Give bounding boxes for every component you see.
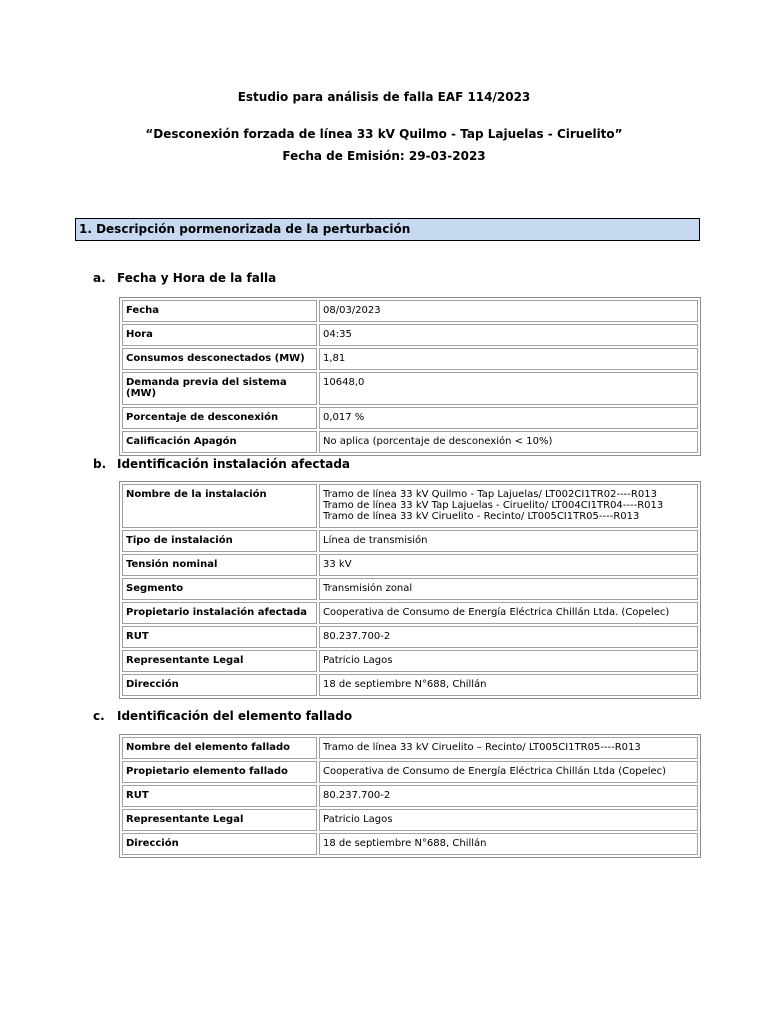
installation-line: Tramo de línea 33 kV Ciruelito - Recinto/ LT005CI1TR05----R013 — [323, 511, 640, 522]
table-row — [122, 761, 698, 783]
row-label: Propietario instalación afectada — [122, 602, 317, 624]
row-label: Representante Legal — [122, 809, 317, 831]
row-label: Representante Legal — [122, 650, 317, 672]
document-title: Estudio para análisis de falla EAF 114/2023 — [237, 90, 531, 104]
section-heading: 1. Descripción pormenorizada de la perturbación — [75, 218, 700, 241]
row-label: Hora — [122, 324, 317, 346]
row-label: Porcentaje de desconexión — [122, 407, 317, 429]
row-value: Línea de transmisión — [319, 530, 698, 552]
row-label: Propietario elemento fallado — [122, 761, 317, 783]
table-row — [122, 407, 698, 429]
row-value: 1,81 — [319, 348, 698, 370]
row-label: Consumos desconectados (MW) — [122, 348, 317, 370]
subsection-title: Fecha y Hora de la falla — [117, 271, 277, 285]
row-value: Cooperativa de Consumo de Energía Eléctrica Chillán Ltda (Copelec) — [319, 761, 698, 783]
row-value: 04:35 — [319, 324, 698, 346]
row-label: Dirección — [122, 833, 317, 855]
row-value: 18 de septiembre N°688, Chillán — [319, 674, 698, 696]
row-value: Transmisión zonal — [319, 578, 698, 600]
row-value: Cooperativa de Consumo de Energía Eléctrica Chillán Ltda. (Copelec) — [319, 602, 698, 624]
subsection-letter: b. — [93, 457, 107, 471]
table-row — [122, 372, 698, 405]
installation-line: Tramo de línea 33 kV Quilmo - Tap Lajuelas/ LT002CI1TR02----R013 — [323, 489, 657, 500]
issue-date: Fecha de Emisión: 29-03-2023 — [282, 149, 486, 163]
row-label: Fecha — [122, 300, 317, 322]
table-row — [122, 554, 698, 576]
row-label: RUT — [122, 626, 317, 648]
subsection-heading-c — [93, 709, 352, 724]
row-label: Nombre del elemento fallado — [122, 737, 317, 759]
table-row — [122, 431, 698, 453]
subsection-title: Identificación instalación afectada — [117, 457, 351, 471]
row-value: 80.237.700-2 — [319, 785, 698, 807]
document-subtitle: “Desconexión forzada de línea 33 kV Quilmo - Tap Lajuelas - Ciruelito” — [145, 127, 623, 141]
table-row — [122, 785, 698, 807]
row-label: Demanda previa del sistema (MW) — [122, 372, 317, 405]
table-row — [122, 833, 698, 855]
row-value: Patricio Lagos — [319, 809, 698, 831]
table-row — [122, 809, 698, 831]
failed-element-table — [119, 734, 701, 858]
table-row — [122, 348, 698, 370]
row-label: RUT — [122, 785, 317, 807]
table-row — [122, 484, 698, 528]
row-value: 0,017 % — [319, 407, 698, 429]
row-value: 18 de septiembre N°688, Chillán — [319, 833, 698, 855]
table-row — [122, 737, 698, 759]
subsection-letter: c. — [93, 709, 105, 723]
subsection-heading-b — [93, 457, 350, 472]
affected-installation-table — [119, 481, 701, 699]
row-label: Segmento — [122, 578, 317, 600]
subsection-title: Identificación del elemento fallado — [117, 709, 353, 723]
installation-line: Tramo de línea 33 kV Tap Lajuelas - Ciruelito/ LT004CI1TR04----R013 — [323, 500, 664, 511]
row-value: Tramo de línea 33 kV Ciruelito – Recinto/ LT005CI1TR05----R013 — [319, 737, 698, 759]
table-row — [122, 578, 698, 600]
table-row — [122, 530, 698, 552]
table-row — [122, 674, 698, 696]
table-row — [122, 626, 698, 648]
table-row — [122, 602, 698, 624]
subsection-heading-a — [93, 271, 276, 286]
row-value — [319, 484, 698, 528]
subsection-letter: a. — [93, 271, 106, 285]
row-label: Calificación Apagón — [122, 431, 317, 453]
row-value: 08/03/2023 — [319, 300, 698, 322]
row-label: Tipo de instalación — [122, 530, 317, 552]
table-row — [122, 324, 698, 346]
row-value: 10648,0 — [319, 372, 698, 405]
row-label: Tensión nominal — [122, 554, 317, 576]
table-row — [122, 300, 698, 322]
row-label: Nombre de la instalación — [122, 484, 317, 528]
row-label: Dirección — [122, 674, 317, 696]
row-value: 80.237.700-2 — [319, 626, 698, 648]
table-row — [122, 650, 698, 672]
row-value: Patricio Lagos — [319, 650, 698, 672]
row-value: No aplica (porcentaje de desconexión < 10%) — [319, 431, 698, 453]
fault-datetime-table — [119, 297, 701, 456]
row-value: 33 kV — [319, 554, 698, 576]
